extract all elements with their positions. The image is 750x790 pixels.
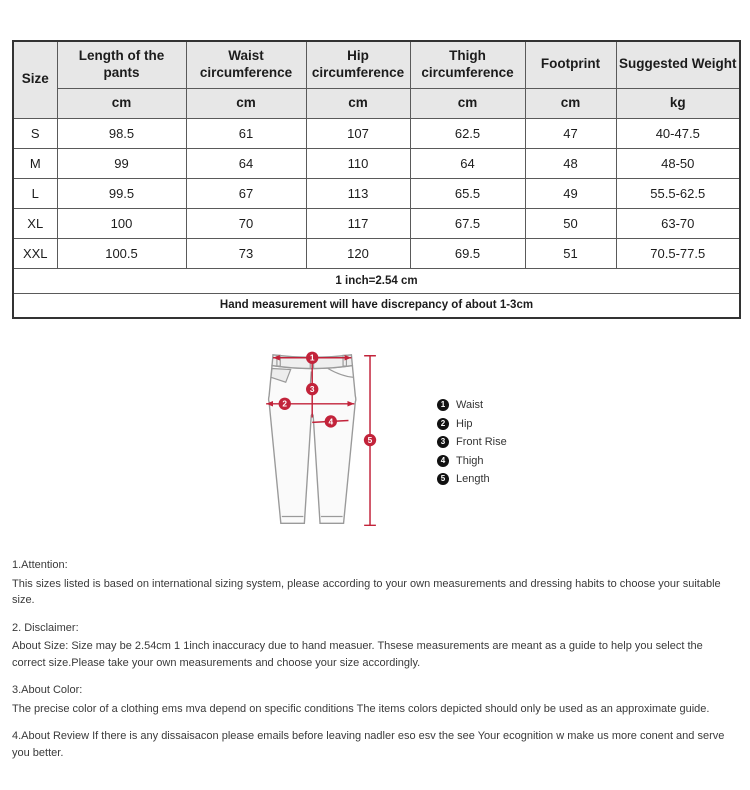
legend-number-badge: 2 bbox=[437, 418, 449, 430]
value-cell: 67.5 bbox=[410, 208, 525, 238]
unit-cell: kg bbox=[616, 88, 740, 118]
note-body: 4.About Review If there is any dissaisacon please emails before leaving nadler eso esv the see Your ecognition w make us more conent and serve you better. bbox=[12, 730, 725, 759]
note-heading: 3.About Color: bbox=[12, 684, 83, 696]
unit-cell: cm bbox=[186, 88, 306, 118]
value-cell: 47 bbox=[525, 118, 616, 148]
footnote-row bbox=[13, 268, 740, 293]
legend-number-badge: 1 bbox=[437, 399, 449, 411]
footnote-inch-conversion: 1 inch=2.54 cm bbox=[13, 268, 740, 293]
size-cell: S bbox=[13, 118, 57, 148]
pants-measurement-illustration bbox=[263, 345, 381, 541]
note-block bbox=[12, 557, 738, 609]
value-cell: 99.5 bbox=[57, 178, 186, 208]
table-row bbox=[13, 178, 740, 208]
value-cell: 70.5-77.5 bbox=[616, 238, 740, 268]
value-cell: 40-47.5 bbox=[616, 118, 740, 148]
column-header: Size bbox=[13, 41, 57, 118]
value-cell: 65.5 bbox=[410, 178, 525, 208]
unit-cell: cm bbox=[525, 88, 616, 118]
column-header: Thigh circumference bbox=[410, 41, 525, 88]
value-cell: 64 bbox=[186, 148, 306, 178]
value-cell: 63-70 bbox=[616, 208, 740, 238]
size-cell: L bbox=[13, 178, 57, 208]
value-cell: 50 bbox=[525, 208, 616, 238]
value-cell: 99 bbox=[57, 148, 186, 178]
note-block bbox=[12, 728, 738, 761]
table-row bbox=[13, 238, 740, 268]
legend-number-badge: 5 bbox=[437, 473, 449, 485]
footnote-row bbox=[13, 293, 740, 318]
notes-section bbox=[12, 557, 738, 761]
legend-item bbox=[437, 473, 507, 485]
legend-label: Thigh bbox=[456, 454, 484, 467]
table-row bbox=[13, 118, 740, 148]
note-block bbox=[12, 682, 738, 717]
header-row-labels bbox=[13, 41, 740, 88]
value-cell: 61 bbox=[186, 118, 306, 148]
table-body bbox=[13, 118, 740, 268]
table-row bbox=[13, 208, 740, 238]
legend-number-badge: 4 bbox=[437, 455, 449, 467]
legend-label: Hip bbox=[456, 417, 473, 430]
value-cell: 51 bbox=[525, 238, 616, 268]
legend-item bbox=[437, 436, 507, 448]
value-cell: 98.5 bbox=[57, 118, 186, 148]
svg-text:2: 2 bbox=[282, 398, 288, 409]
legend-label: Length bbox=[456, 473, 490, 485]
column-header: Length of the pants bbox=[57, 41, 186, 88]
value-cell: 49 bbox=[525, 178, 616, 208]
column-header: Hip circumference bbox=[306, 41, 410, 88]
legend-label: Front Rise bbox=[456, 436, 507, 448]
note-body: About Size: Size may be 2.54cm 1 1inch inaccuracy due to hand measuer. Thsese measurements are meant as a guide to help you select the correct size.Please take your own measurements and choose your size accordingly. bbox=[12, 640, 703, 669]
unit-cell: cm bbox=[410, 88, 525, 118]
note-block bbox=[12, 620, 738, 672]
table-footnotes bbox=[13, 268, 740, 318]
footnote-hand-measurement: Hand measurement will have discrepancy of about 1-3cm bbox=[13, 293, 740, 318]
value-cell: 113 bbox=[306, 178, 410, 208]
value-cell: 70 bbox=[186, 208, 306, 238]
value-cell: 100.5 bbox=[57, 238, 186, 268]
value-cell: 107 bbox=[306, 118, 410, 148]
size-chart-section bbox=[12, 40, 739, 319]
value-cell: 120 bbox=[306, 238, 410, 268]
note-heading: 2. Disclaimer: bbox=[12, 621, 79, 634]
legend-number-badge: 3 bbox=[437, 436, 449, 448]
size-chart-table bbox=[12, 40, 741, 319]
column-header: Waist circumference bbox=[186, 41, 306, 88]
size-cell: XL bbox=[13, 208, 57, 238]
value-cell: 64 bbox=[410, 148, 525, 178]
value-cell: 62.5 bbox=[410, 118, 525, 148]
measurement-diagram-section bbox=[0, 345, 750, 541]
legend-label: Waist bbox=[456, 399, 484, 411]
svg-text:5: 5 bbox=[367, 435, 373, 445]
note-body: The precise color of a clothing ems mva depend on specific conditions The items colors depicted should only be used as an approximate guide. bbox=[12, 702, 710, 715]
svg-text:4: 4 bbox=[328, 416, 334, 427]
value-cell: 69.5 bbox=[410, 238, 525, 268]
column-header: Footprint bbox=[525, 41, 616, 88]
table-row bbox=[13, 148, 740, 178]
header-row-units bbox=[13, 88, 740, 118]
value-cell: 73 bbox=[186, 238, 306, 268]
legend-item bbox=[437, 455, 507, 467]
svg-text:3: 3 bbox=[309, 384, 315, 395]
unit-cell: cm bbox=[306, 88, 410, 118]
value-cell: 48-50 bbox=[616, 148, 740, 178]
legend-item bbox=[437, 399, 507, 411]
size-cell: XXL bbox=[13, 238, 57, 268]
value-cell: 67 bbox=[186, 178, 306, 208]
value-cell: 55.5-62.5 bbox=[616, 178, 740, 208]
size-cell: M bbox=[13, 148, 57, 178]
value-cell: 117 bbox=[306, 208, 410, 238]
legend-item bbox=[437, 418, 507, 430]
unit-cell: cm bbox=[57, 88, 186, 118]
value-cell: 110 bbox=[306, 148, 410, 178]
column-header: Suggested Weight bbox=[616, 41, 740, 88]
table-header bbox=[13, 41, 740, 118]
note-body: This sizes listed is based on international sizing system, please according to your own measurements and dressing habits to choose your suitable size. bbox=[12, 577, 721, 606]
diagram-legend bbox=[437, 399, 507, 485]
svg-text:1: 1 bbox=[309, 352, 315, 363]
value-cell: 100 bbox=[57, 208, 186, 238]
value-cell: 48 bbox=[525, 148, 616, 178]
note-heading: 1.Attention: bbox=[12, 559, 68, 571]
